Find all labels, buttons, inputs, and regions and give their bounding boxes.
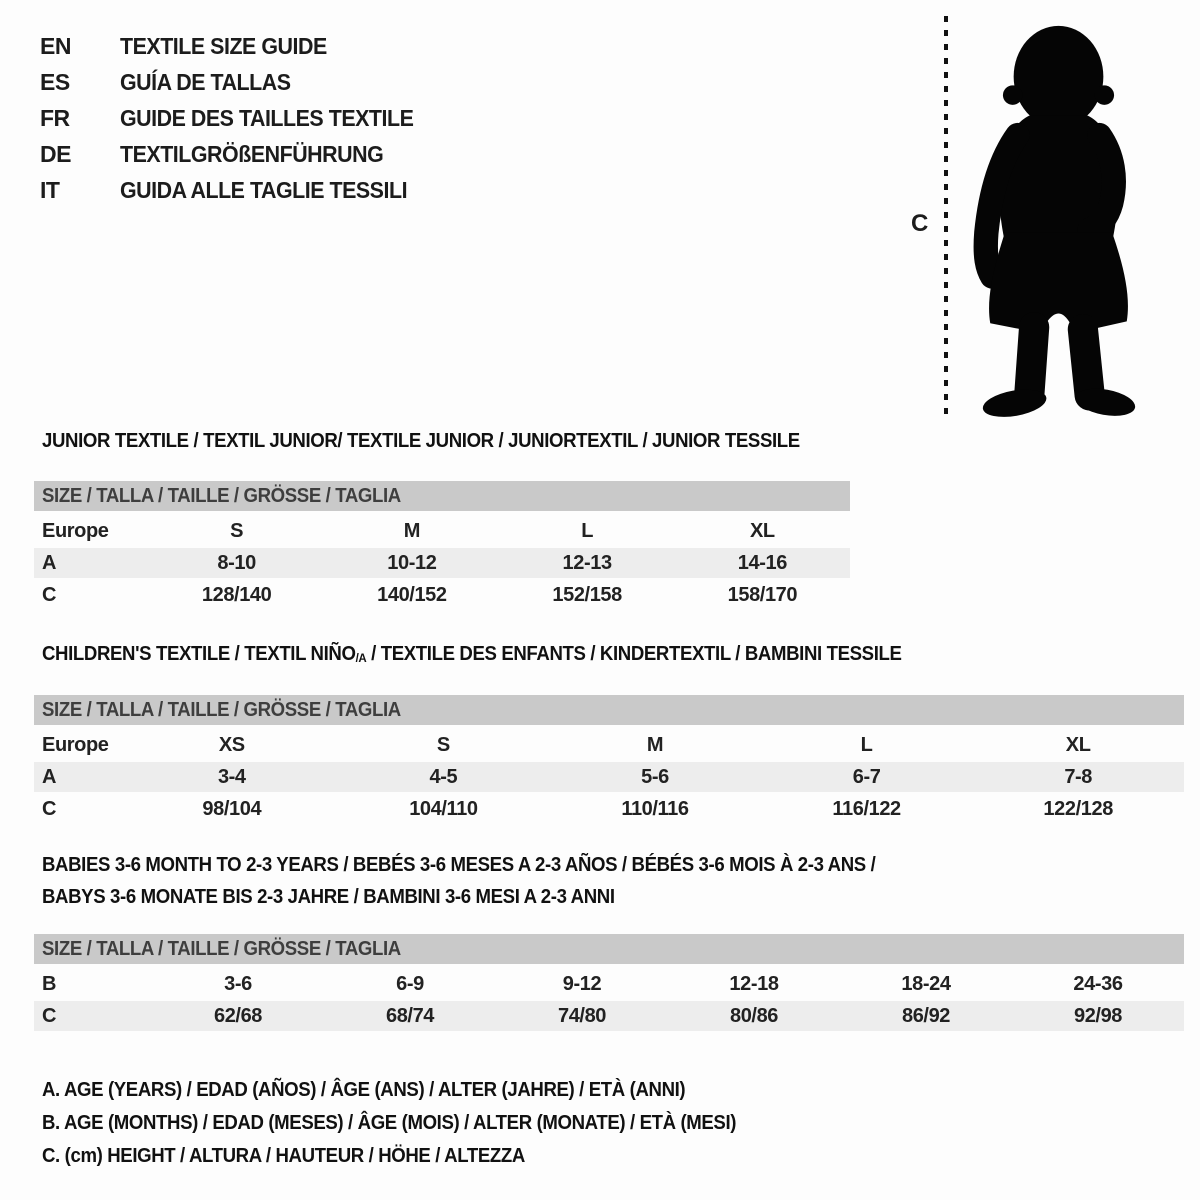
height-cell: 74/80 bbox=[557, 1005, 607, 1027]
language-row-fr bbox=[40, 100, 436, 136]
language-row-de bbox=[40, 136, 436, 172]
babies-size-table bbox=[34, 934, 1184, 1033]
size-cell: S bbox=[230, 520, 244, 542]
row-label: C bbox=[42, 798, 57, 820]
language-title-list bbox=[40, 28, 436, 208]
height-cell: 80/86 bbox=[729, 1005, 779, 1027]
table-row-age-months bbox=[34, 969, 1184, 999]
row-label: A bbox=[42, 766, 57, 788]
size-cell: L bbox=[860, 734, 873, 756]
childrens-title-before: CHILDREN'S TEXTILE / TEXTIL NIÑO bbox=[42, 643, 356, 665]
size-cell: XL bbox=[1065, 734, 1091, 756]
age-cell: 10-12 bbox=[387, 552, 437, 574]
guide-title-de: TEXTILGRÖßENFÜHRUNG bbox=[120, 141, 384, 167]
height-cell: 140/152 bbox=[377, 584, 447, 606]
guide-title-es: GUÍA DE TALLAS bbox=[120, 69, 291, 95]
age-cell: 12-13 bbox=[562, 552, 612, 574]
table-row-age bbox=[34, 548, 850, 578]
measure-legend bbox=[42, 1074, 788, 1173]
table-row-height bbox=[34, 580, 850, 610]
height-cell: 152/158 bbox=[552, 584, 622, 606]
age-cell: 5-6 bbox=[641, 766, 669, 788]
row-label: A bbox=[42, 552, 57, 574]
toddler-silhouette-icon bbox=[961, 18, 1156, 418]
table-row-europe bbox=[34, 730, 1184, 760]
height-measure-figure bbox=[895, 8, 1195, 428]
size-cell: L bbox=[581, 520, 594, 542]
table-row-europe bbox=[34, 516, 850, 546]
row-label: C bbox=[42, 1005, 57, 1027]
guide-title-it: GUIDA ALLE TAGLIE TESSILI bbox=[120, 177, 408, 203]
language-row-it bbox=[40, 172, 436, 208]
legend-line-c bbox=[42, 1140, 788, 1173]
junior-size-table bbox=[34, 481, 850, 612]
size-cell: M bbox=[403, 520, 420, 542]
age-cell: 8-10 bbox=[217, 552, 256, 574]
language-row-en bbox=[40, 28, 436, 64]
babies-title-line2: BABYS 3-6 MONATE BIS 2-3 JAHRE / BAMBINI 3-6 MESI A 2-3 ANNI bbox=[42, 886, 615, 908]
row-label: B bbox=[42, 973, 57, 995]
legend-text-b: B. AGE (MONTHS) / EDAD (MESES) / ÂGE (MOIS) / ALTER (MONATE) / ETÀ (MESI) bbox=[42, 1112, 737, 1134]
height-cell: 62/68 bbox=[213, 1005, 263, 1027]
guide-title-fr: GUIDE DES TAILLES TEXTILE bbox=[120, 105, 414, 131]
age-cell: 3-6 bbox=[224, 973, 252, 995]
childrens-title-sub: /A bbox=[355, 651, 367, 666]
height-cell: 128/140 bbox=[201, 584, 272, 606]
height-cell: 110/116 bbox=[621, 798, 689, 820]
junior-title-text: JUNIOR TEXTILE / TEXTIL JUNIOR/ TEXTILE JUNIOR / JUNIORTEXTIL / JUNIOR TESSILE bbox=[42, 430, 800, 452]
size-cell: S bbox=[436, 734, 450, 756]
table-row-height bbox=[34, 794, 1184, 824]
height-measure-label: C bbox=[911, 210, 929, 237]
table-row-age bbox=[34, 762, 1184, 792]
size-cell: XS bbox=[218, 734, 245, 756]
age-cell: 3-4 bbox=[217, 766, 246, 788]
height-cell: 158/170 bbox=[727, 584, 798, 606]
legend-line-b bbox=[42, 1107, 788, 1140]
legend-text-c: C. (cm) HEIGHT / ALTURA / HAUTEUR / HÖHE / ALTEZZA bbox=[42, 1145, 525, 1167]
language-row-es bbox=[40, 64, 436, 100]
age-cell: 6-9 bbox=[396, 973, 424, 995]
babies-section-title bbox=[42, 849, 938, 913]
age-cell: 6-7 bbox=[852, 766, 881, 788]
size-table-header bbox=[34, 934, 1184, 964]
language-code: FR bbox=[40, 105, 70, 131]
language-code: IT bbox=[40, 177, 60, 203]
babies-title-line1: BABIES 3-6 MONTH TO 2-3 YEARS / BEBÉS 3-6 MESES A 2-3 AÑOS / BÉBÉS 3-6 MOIS À 2-3 ANS / bbox=[42, 854, 876, 876]
language-code: DE bbox=[40, 141, 71, 167]
table-row-height bbox=[34, 1001, 1184, 1031]
size-header-text: SIZE / TALLA / TAILLE / GRÖSSE / TAGLIA bbox=[42, 938, 401, 960]
guide-title-en: TEXTILE SIZE GUIDE bbox=[120, 33, 327, 59]
row-label: C bbox=[42, 584, 57, 606]
height-cell: 86/92 bbox=[901, 1005, 951, 1027]
childrens-size-table bbox=[34, 695, 1184, 826]
height-cell: 104/110 bbox=[409, 798, 478, 820]
size-table-header bbox=[34, 695, 1184, 725]
age-cell: 4-5 bbox=[429, 766, 458, 788]
legend-text-a: A. AGE (YEARS) / EDAD (AÑOS) / ÂGE (ANS) / ALTER (JAHRE) / ETÀ (ANNI) bbox=[42, 1079, 686, 1101]
dashed-height-line bbox=[941, 14, 951, 422]
height-cell: 92/98 bbox=[1073, 1005, 1123, 1027]
height-cell: 116/122 bbox=[832, 798, 901, 820]
height-cell: 98/104 bbox=[202, 798, 262, 820]
age-cell: 12-18 bbox=[729, 973, 779, 995]
size-cell: XL bbox=[749, 520, 775, 542]
row-label: Europe bbox=[42, 520, 109, 542]
childrens-title-text bbox=[42, 643, 902, 666]
language-code: ES bbox=[40, 69, 70, 95]
height-cell: 122/128 bbox=[1043, 798, 1113, 820]
row-label: Europe bbox=[42, 734, 109, 756]
age-cell: 9-12 bbox=[562, 973, 602, 995]
childrens-title-after: / TEXTILE DES ENFANTS / KINDERTEXTIL / BAMBINI TESSILE bbox=[366, 643, 902, 665]
legend-line-a bbox=[42, 1074, 788, 1107]
size-cell: M bbox=[646, 734, 664, 756]
childrens-section-title bbox=[42, 643, 966, 666]
age-cell: 7-8 bbox=[1064, 766, 1093, 788]
language-code: EN bbox=[40, 33, 71, 59]
age-cell: 24-36 bbox=[1073, 973, 1123, 995]
age-cell: 14-16 bbox=[737, 552, 787, 574]
size-table-header bbox=[34, 481, 850, 511]
size-header-text: SIZE / TALLA / TAILLE / GRÖSSE / TAGLIA bbox=[42, 485, 401, 507]
height-cell: 68/74 bbox=[385, 1005, 435, 1027]
size-header-text: SIZE / TALLA / TAILLE / GRÖSSE / TAGLIA bbox=[42, 699, 401, 721]
age-cell: 18-24 bbox=[901, 973, 951, 995]
junior-section-title bbox=[42, 430, 857, 453]
